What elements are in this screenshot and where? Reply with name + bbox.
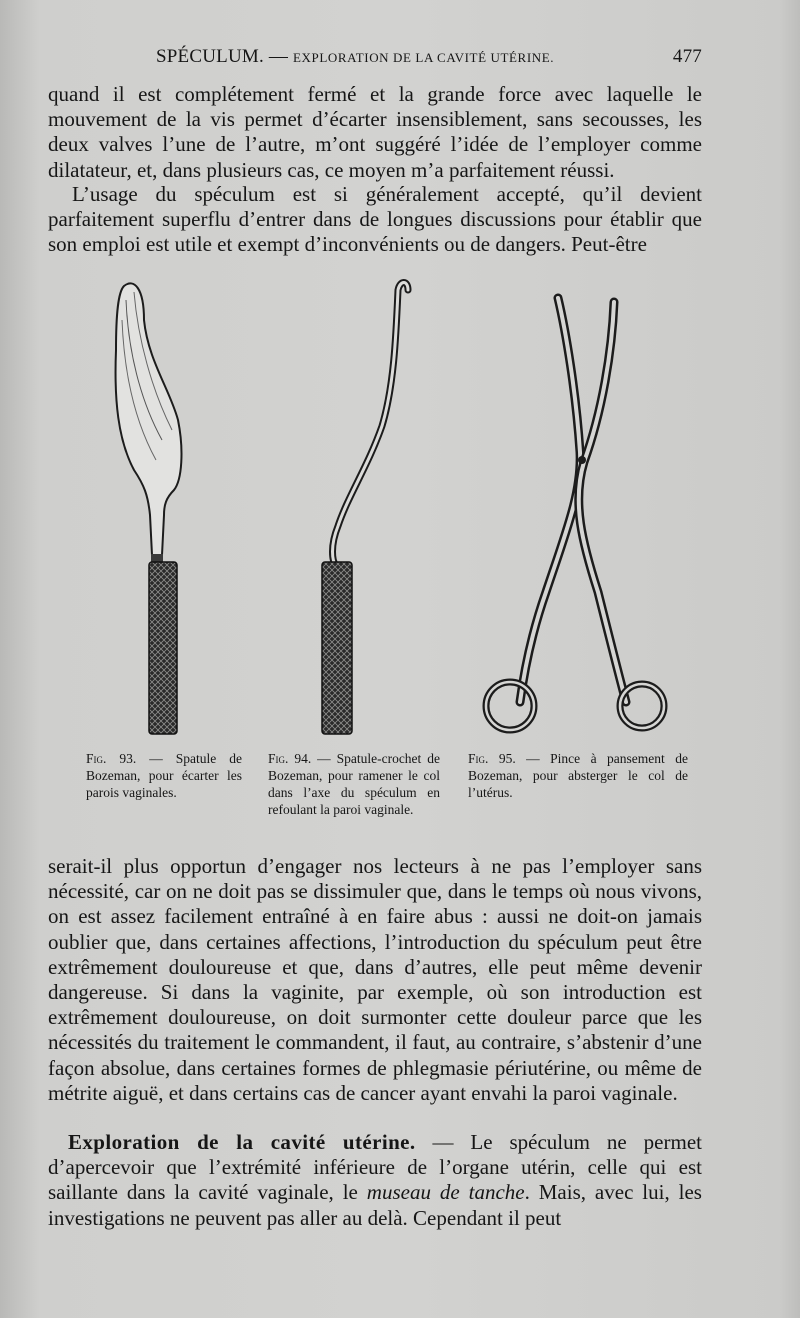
paragraph-4 bbox=[48, 1130, 702, 1231]
figure-94-label: Fig. 94. bbox=[268, 751, 312, 766]
page-number: 477 bbox=[672, 46, 702, 67]
paragraph-1: quand il est complétement fermé et la grande force avec laquelle le mouvement de la vis permet d’écarter insensiblement, sans secousses, les deux valves l’une de l’autre, m’ont suggéré l’idée de l’employer comme dilatateur, et, dans plusieurs cas, ce moyen m’a parfaitement réussi. bbox=[48, 82, 702, 182]
figure-94-caption-text: — Spatule-crochet de Bozeman, pour ramener le col dans l’axe du spéculum en refoulant la paroi vaginale. bbox=[268, 751, 440, 817]
figure-94-caption bbox=[268, 750, 440, 818]
paragraph-2: L’usage du spéculum est si généralement accepté, qu’il devient parfaitement superflu d’entrer dans de longues discussions pour établir que son emploi est utile et exempt d’inconvénients ou de dangers. Peut-être bbox=[48, 182, 702, 257]
figure-95-caption bbox=[468, 750, 688, 801]
paragraph-3: serait-il plus opportun d’engager nos lecteurs à ne pas l’employer sans nécessité, car on ne doit pas se dissimuler que, dans le temps où nous vivons, on est assez facilement entraîné à en faire abus : aussi ne doit-on jamais oublier que, dans certaines affections, l’introduction du spéculum peut être extrêmement douloureuse et que, dans d’autres, elle peut même devenir dangereuse. Si dans la vaginite, par exemple, où son introduction est extrêmement douloureuse, on doit surmonter cette douleur parce que les nécessités du traitement le commandent, il faut, au contraire, s’abstenir d’une façon absolue, dans certaines formes de phlegmasie périutérine, ou même de métrite aiguë, et dans certains cas de cancer ayant envahi la paroi vaginale. bbox=[48, 854, 702, 1105]
figure-95-label: Fig. 95. bbox=[468, 751, 516, 766]
figure-94-spatula-hook-illustration bbox=[308, 276, 428, 742]
figure-93-label: Fig. 93. bbox=[86, 751, 137, 766]
figure-93-spatula-illustration bbox=[104, 280, 204, 742]
running-title bbox=[156, 46, 554, 68]
figure-95-caption-text: — Pince à pansement de Bozeman, pour absterger le col de l’utérus. bbox=[468, 751, 688, 800]
running-header bbox=[48, 44, 702, 74]
figure-93-caption-text: — Spatule de Bozeman, pour écarter les parois vaginales. bbox=[86, 751, 242, 800]
running-title-section: EXPLORATION DE LA CAVITÉ UTÉRINE. bbox=[293, 50, 555, 65]
running-title-separator: — bbox=[263, 46, 294, 67]
paragraph-4-italic-term: museau de tanche bbox=[366, 1180, 525, 1205]
figure-93-caption bbox=[86, 750, 242, 801]
section-heading: Exploration de la cavité utérine. bbox=[68, 1130, 416, 1154]
paragraph-4-text-before: — Le spéculum ne permet d’apercevoir que l’extrémité inférieure de l’organe utérin, celle qui est saillante dans la cavité vaginale, le bbox=[48, 1130, 702, 1205]
running-title-main: SPÉCULUM. bbox=[156, 46, 264, 67]
paragraph-4-text-after: . Mais, avec lui, les investigations ne peuvent pas aller au delà. Cependant il peut bbox=[48, 1180, 702, 1230]
figure-95-forceps-illustration bbox=[476, 292, 676, 740]
